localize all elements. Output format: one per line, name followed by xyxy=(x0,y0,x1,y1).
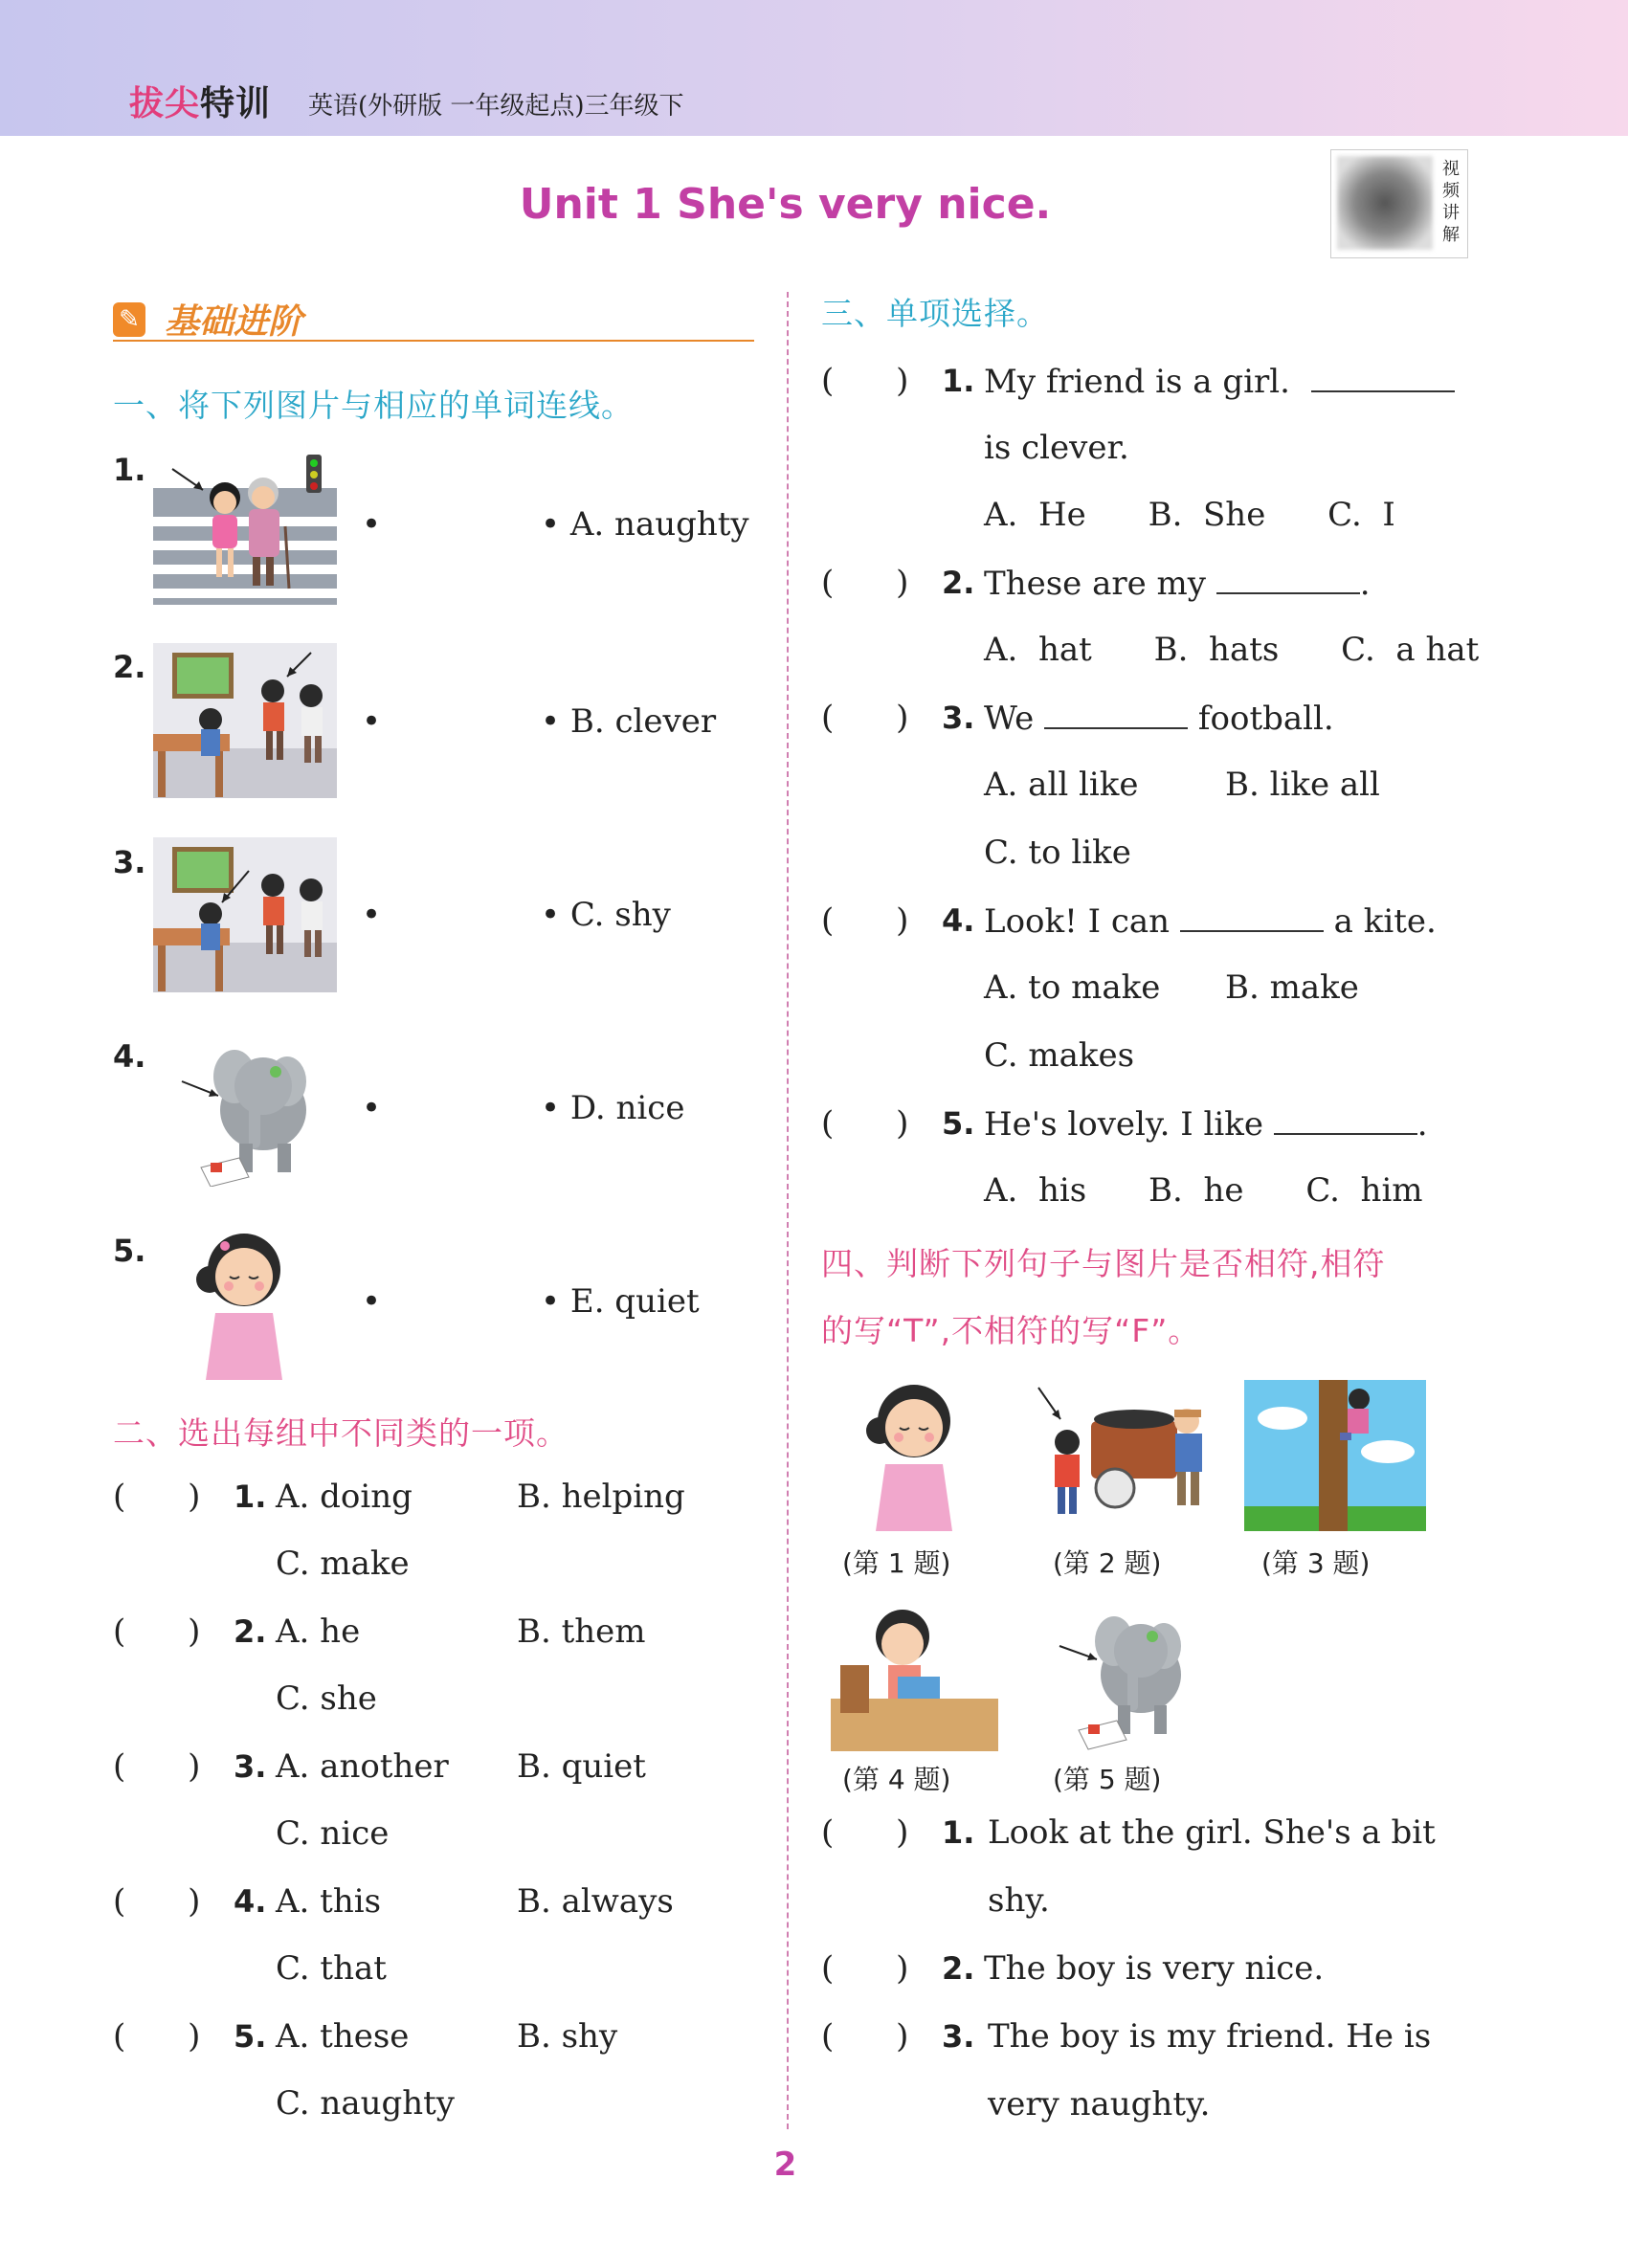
match-dot-left[interactable]: • xyxy=(362,1089,382,1127)
question-text-cont: is clever. xyxy=(984,429,1129,467)
page-number: 2 xyxy=(773,2146,797,2184)
answer-paren[interactable]: ( ) xyxy=(821,1949,909,1988)
answer-paren[interactable]: ( ) xyxy=(821,564,909,602)
option-b: B. like all xyxy=(1225,766,1380,804)
option-c: C. naughty xyxy=(276,2084,456,2123)
option-b: B. helping xyxy=(517,1478,685,1516)
p3-item-num: 2. xyxy=(942,565,975,601)
p1-word[interactable]: • C. shy xyxy=(541,896,671,934)
caption: (第 2 题) xyxy=(1053,1547,1162,1579)
answer-paren[interactable]: ( ) xyxy=(113,1612,201,1651)
p2-item-num: 5. xyxy=(234,2018,267,2055)
question-text: My friend is a girl. xyxy=(984,362,1455,401)
match-dot-left[interactable]: • xyxy=(362,505,382,544)
answer-paren[interactable]: ( ) xyxy=(113,1478,201,1516)
part2-heading: 二、选出每组中不同类的一项。 xyxy=(113,1414,569,1452)
statement-text: Look at the girl. She's a bit xyxy=(988,1813,1436,1852)
unit-title: Unit 1 She's very nice. xyxy=(519,180,1052,229)
statement-text: The boy is my friend. He is xyxy=(988,2017,1432,2056)
p1-word[interactable]: • D. nice xyxy=(541,1089,685,1127)
option-b: B. shy xyxy=(517,2017,618,2056)
p2-item-num: 4. xyxy=(234,1883,267,1920)
p1-item-num: 3. xyxy=(113,844,146,880)
p3-item-num: 4. xyxy=(942,902,975,939)
subject-line: 英语(外研版 一年级起点)三年级下 xyxy=(308,92,684,121)
statement-text-cont: very naughty. xyxy=(988,2085,1211,2123)
option-a: A. these xyxy=(276,2017,410,2056)
answer-paren[interactable]: ( ) xyxy=(821,699,909,737)
answer-paren[interactable]: ( ) xyxy=(821,362,909,400)
question-text: These are my . xyxy=(984,565,1371,603)
answer-paren[interactable]: ( ) xyxy=(821,2017,909,2056)
p1-item-num: 2. xyxy=(113,649,146,685)
option-a: A. this xyxy=(276,1882,382,1921)
answer-paren[interactable]: ( ) xyxy=(113,2017,201,2056)
p4-item-num: 3. xyxy=(942,2018,975,2055)
option-c: C. to like xyxy=(984,834,1131,872)
option-c: C. make xyxy=(276,1545,410,1583)
caption: (第 3 题) xyxy=(1261,1547,1371,1579)
option-a: A. all like xyxy=(984,766,1139,804)
answer-blank[interactable] xyxy=(1274,1104,1417,1135)
p2-item-num: 2. xyxy=(234,1613,267,1650)
p2-item-num: 3. xyxy=(234,1748,267,1785)
answer-paren[interactable]: ( ) xyxy=(113,1747,201,1786)
p1-word[interactable]: • A. naughty xyxy=(541,505,749,544)
picture-classroom-boy-running xyxy=(153,643,337,798)
option-c: C. nice xyxy=(276,1814,390,1853)
statement-text-cont: shy. xyxy=(988,1881,1050,1920)
p1-item-num: 1. xyxy=(113,452,146,488)
options-line: A. hat B. hats C. a hat xyxy=(984,631,1480,669)
option-b: B. always xyxy=(517,1882,674,1921)
caption: (第 1 题) xyxy=(842,1547,951,1579)
answer-paren[interactable]: ( ) xyxy=(821,901,909,940)
option-a: A. to make xyxy=(984,968,1161,1007)
caption: (第 4 题) xyxy=(842,1764,951,1795)
answer-blank[interactable] xyxy=(1311,362,1455,392)
p1-word[interactable]: • E. quiet xyxy=(541,1282,700,1321)
answer-paren[interactable]: ( ) xyxy=(821,1813,909,1852)
p1-word[interactable]: • B. clever xyxy=(541,702,717,741)
option-a: A. he xyxy=(276,1612,361,1651)
qr-image xyxy=(1337,156,1433,250)
part4-heading-cont: 的写“T”,不相符的写“F”。 xyxy=(821,1312,1201,1349)
match-dot-left[interactable]: • xyxy=(362,896,382,934)
part1-heading: 一、将下列图片与相应的单词连线。 xyxy=(113,387,634,424)
caption: (第 5 题) xyxy=(1053,1764,1162,1795)
p4-item-num: 1. xyxy=(942,1814,975,1851)
picture-q1-shy-girl xyxy=(857,1378,971,1536)
picture-q3-boy-climbing-tree xyxy=(1244,1380,1426,1531)
picture-q4-girl-reading xyxy=(831,1598,998,1751)
column-divider xyxy=(787,292,789,2129)
option-c: C. makes xyxy=(984,1036,1135,1075)
picture-shy-girl xyxy=(187,1227,301,1385)
p3-item-num: 3. xyxy=(942,700,975,736)
match-dot-left[interactable]: • xyxy=(362,1282,382,1321)
option-c: C. she xyxy=(276,1679,377,1718)
picture-crossing-street xyxy=(153,450,337,605)
option-b: B. quiet xyxy=(517,1747,646,1786)
options-line: A. He B. She C. I xyxy=(984,496,1395,534)
option-b: B. make xyxy=(1225,968,1359,1007)
p2-item-num: 1. xyxy=(234,1479,267,1515)
question-text: Look! I can a kite. xyxy=(984,902,1437,941)
question-text: We football. xyxy=(984,700,1334,738)
answer-paren[interactable]: ( ) xyxy=(113,1882,201,1921)
part4-heading: 四、判断下列句子与图片是否相符,相符 xyxy=(821,1245,1386,1282)
answer-blank[interactable] xyxy=(1180,901,1324,932)
qr-label: 视 频 讲 解 xyxy=(1442,159,1460,245)
section-icon: ✎ xyxy=(113,302,145,337)
p1-item-num: 4. xyxy=(113,1038,146,1075)
question-text: He's lovely. I like . xyxy=(984,1105,1428,1144)
picture-q2-boy-helping-cart xyxy=(1034,1383,1215,1522)
answer-blank[interactable] xyxy=(1044,699,1188,729)
option-c: C. that xyxy=(276,1949,387,1988)
part3-heading: 三、单项选择。 xyxy=(821,295,1049,332)
picture-q5-elephant-painting xyxy=(1055,1598,1198,1751)
option-a: A. doing xyxy=(276,1478,413,1516)
statement-text: The boy is very nice. xyxy=(984,1949,1325,1988)
section-underline xyxy=(113,340,754,342)
p3-item-num: 1. xyxy=(942,363,975,399)
picture-elephant-painting xyxy=(172,1034,325,1187)
p3-item-num: 5. xyxy=(942,1105,975,1142)
answer-blank[interactable] xyxy=(1216,564,1360,594)
match-dot-left[interactable]: • xyxy=(362,702,382,741)
p1-item-num: 5. xyxy=(113,1233,146,1269)
p4-item-num: 2. xyxy=(942,1950,975,1987)
option-a: A. another xyxy=(276,1747,449,1786)
qr-code[interactable] xyxy=(1330,149,1468,258)
section-title: 基础进阶 xyxy=(165,302,303,342)
options-line: A. his B. he C. him xyxy=(984,1171,1423,1210)
answer-paren[interactable]: ( ) xyxy=(821,1104,909,1143)
option-b: B. them xyxy=(517,1612,646,1651)
brand-logo: 拔尖特训 xyxy=(129,84,272,123)
picture-classroom-boy-sitting xyxy=(153,837,337,992)
